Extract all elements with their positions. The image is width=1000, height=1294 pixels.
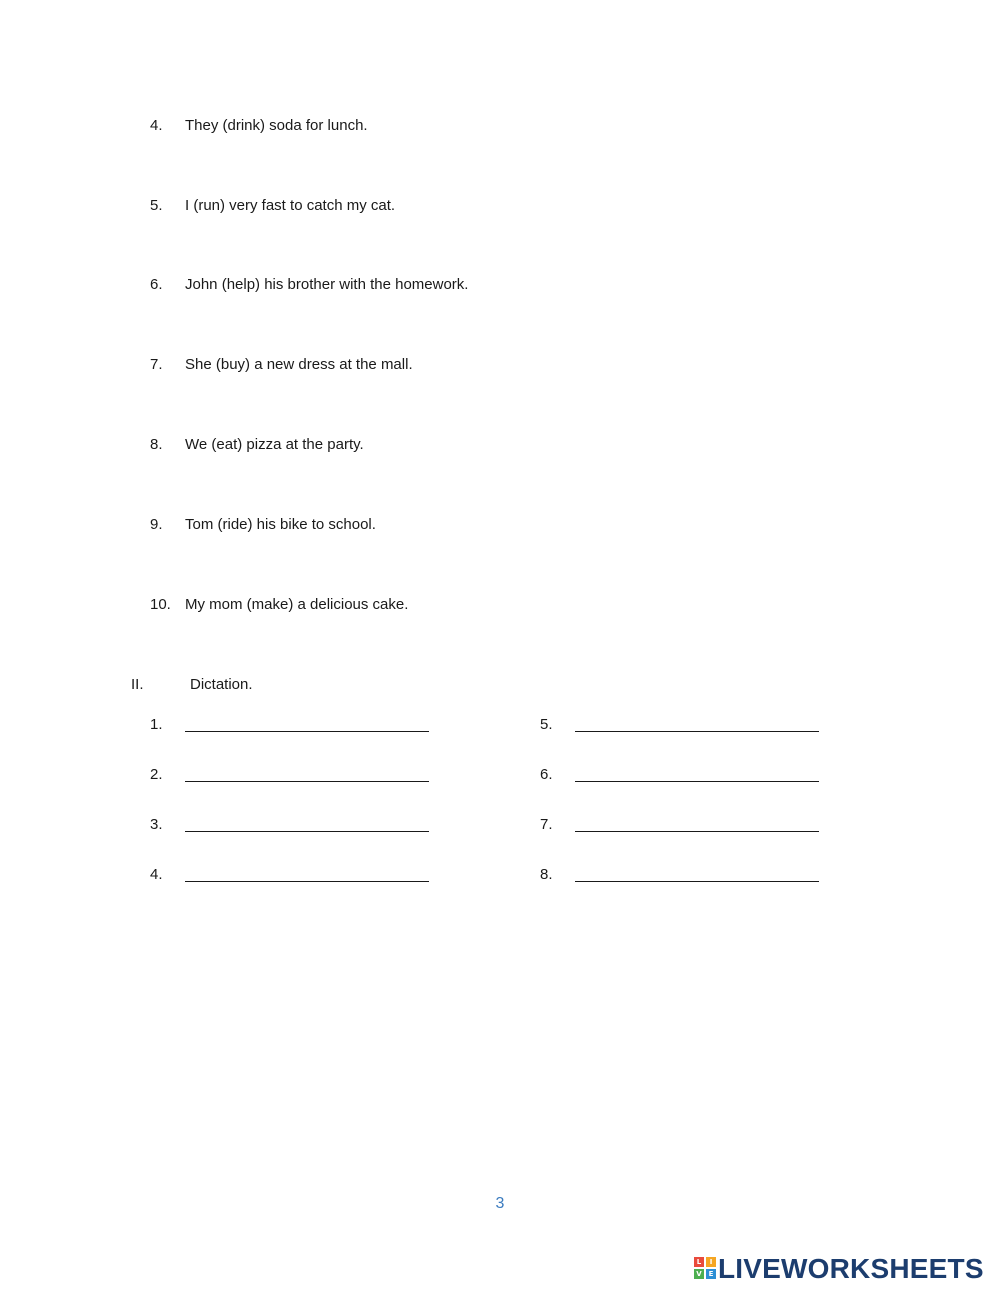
exercise-item-text: She (buy) a new dress at the mall. bbox=[185, 356, 413, 373]
dictation-answer-blank[interactable] bbox=[185, 781, 429, 782]
liveworksheets-brand bbox=[694, 1254, 994, 1284]
exercise-item-number: 8. bbox=[150, 436, 163, 453]
dictation-number: 6. bbox=[540, 766, 553, 783]
dictation-number: 3. bbox=[150, 816, 163, 833]
logo-tile-e: E bbox=[706, 1269, 716, 1279]
dictation-answer-blank[interactable] bbox=[575, 781, 819, 782]
dictation-number: 7. bbox=[540, 816, 553, 833]
exercise-item-number: 4. bbox=[150, 117, 163, 134]
exercise-item-text: We (eat) pizza at the party. bbox=[185, 436, 364, 453]
logo-tile-v: V bbox=[694, 1269, 704, 1279]
dictation-answer-blank[interactable] bbox=[575, 831, 819, 832]
exercise-item-number: 6. bbox=[150, 276, 163, 293]
brand-wordmark: LIVEWORKSHEETS bbox=[718, 1253, 984, 1284]
section-roman-numeral: II. bbox=[131, 676, 144, 693]
exercise-item-number: 10. bbox=[150, 596, 171, 613]
dictation-number: 1. bbox=[150, 716, 163, 733]
logo-tile-l: L bbox=[694, 1257, 704, 1267]
dictation-answer-blank[interactable] bbox=[185, 881, 429, 882]
exercise-item-text: They (drink) soda for lunch. bbox=[185, 117, 368, 134]
exercise-item-number: 7. bbox=[150, 356, 163, 373]
exercise-item-text: I (run) very fast to catch my cat. bbox=[185, 197, 396, 214]
exercise-item-text: My mom (make) a delicious cake. bbox=[185, 596, 409, 613]
exercise-item-text: Tom (ride) his bike to school. bbox=[185, 516, 376, 533]
dictation-answer-blank[interactable] bbox=[185, 831, 429, 832]
dictation-answer-blank[interactable] bbox=[575, 731, 819, 732]
section-title: Dictation. bbox=[190, 676, 253, 693]
dictation-number: 2. bbox=[150, 766, 163, 783]
dictation-number: 4. bbox=[150, 866, 163, 883]
logo-tile-i: I bbox=[706, 1257, 716, 1267]
dictation-number: 5. bbox=[540, 716, 553, 733]
dictation-answer-blank[interactable] bbox=[575, 881, 819, 882]
page-number: 3 bbox=[495, 1195, 505, 1212]
dictation-answer-blank[interactable] bbox=[185, 731, 429, 732]
exercise-item-number: 5. bbox=[150, 197, 163, 214]
exercise-item-number: 9. bbox=[150, 516, 163, 533]
liveworksheets-logo-icon bbox=[694, 1257, 716, 1279]
exercise-item-text: John (help) his brother with the homework. bbox=[185, 276, 469, 293]
dictation-number: 8. bbox=[540, 866, 553, 883]
